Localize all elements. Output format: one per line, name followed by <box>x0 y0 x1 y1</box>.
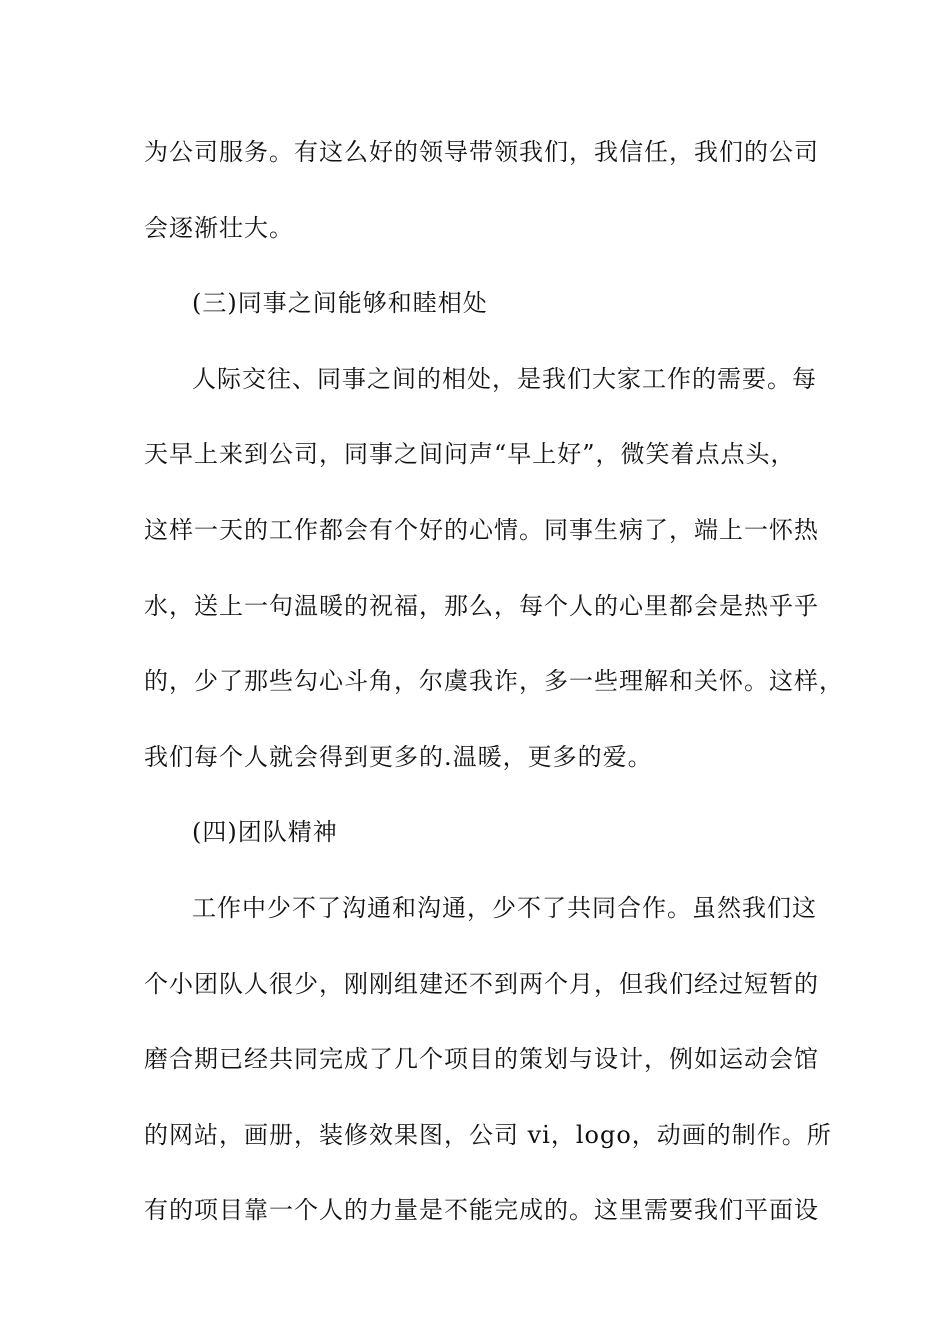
text-line: 磨合期已经共同完成了几个项目的策划与设计，例如运动会馆 <box>144 1045 819 1074</box>
text-line: 的网站，画册，装修效果图，公司 vi，logo，动画的制作。所 <box>144 1120 832 1149</box>
text-line: 我们每个人就会得到更多的.温暖，更多的爱。 <box>144 742 653 771</box>
document-body <box>144 128 844 1262</box>
text-line: 水，送上一句温暖的祝福，那么，每个人的心里都会是热乎乎 <box>144 591 819 620</box>
section-heading: (四)团队精神 <box>192 818 338 847</box>
text-line: 个小团队人很少，刚刚组建还不到两个月，但我们经过短暂的 <box>144 969 819 998</box>
paragraph-start-line: 人际交往、同事之间的相处，是我们大家工作的需要。每 <box>192 364 817 393</box>
text-line: 这样一天的工作都会有个好的心情。同事生病了，端上一怀热 <box>144 515 819 544</box>
text-line: 为公司服务。有这么好的领导带领我们，我信任，我们的公司 <box>144 138 819 166</box>
text-line: 会逐渐壮大。 <box>144 213 294 242</box>
section-heading: (三)同事之间能够和睦相处 <box>192 289 488 318</box>
text-line: 的，少了那些勾心斗角，尔虞我诈，多一些理解和关怀。这样， <box>144 667 844 696</box>
text-line: 有的项目靠一个人的力量是不能完成的。这里需要我们平面设 <box>144 1196 819 1225</box>
text-line: 天早上来到公司，同事之间问声“早上好”，微笑着点点头， <box>144 440 796 469</box>
paragraph-start-line: 工作中少不了沟通和沟通，少不了共同合作。虽然我们这 <box>192 893 817 922</box>
